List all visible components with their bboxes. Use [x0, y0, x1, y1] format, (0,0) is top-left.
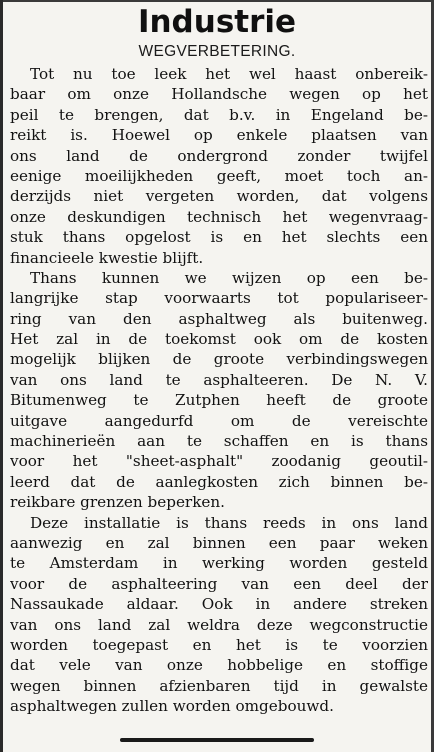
text-line: reikt is. Hoewel op enkele plaatsen van [10, 126, 428, 145]
text-line: leerd dat de aanlegkosten zich binnen be- [10, 472, 428, 491]
text-line: Bitumenweg te Zutphen heeft de groote [10, 391, 428, 410]
text-line: mogelijk blijken de groote verbindingswegen [10, 350, 428, 369]
text-line: financieele kwestie blijft. [10, 248, 204, 267]
text-line: aanwezig en zal binnen een paar weken [10, 533, 428, 552]
text-line: te Amsterdam in werking worden gesteld [10, 554, 428, 573]
text-line: Nassaukade aldaar. Ook in andere streken [10, 595, 428, 614]
text-line: dat vele van onze hobbelige en stoffige [10, 656, 428, 675]
text-line: van ons land te asphalteeren. De N. V. [10, 370, 428, 389]
text-line: asphaltwegen zullen worden omgebouwd. [10, 697, 334, 716]
text-line: ons land de ondergrond zonder twijfel [10, 146, 428, 165]
text-line: ring van den asphaltweg als buitenweg. [10, 309, 428, 328]
text-line: eenige moeilijkheden geeft, moet toch an- [10, 166, 428, 185]
text-line: voor de asphalteering van een deel der [10, 574, 428, 593]
clipping-left-border [0, 0, 3, 752]
paragraph-1 [10, 64, 428, 268]
text-line: baar om onze Hollandsche wegen op het [10, 85, 428, 104]
text-line: van ons land zal weldra deze wegconstructie [10, 615, 428, 634]
text-line: voor het "sheet-asphalt" zoodanig geoutil- [10, 452, 428, 471]
text-line: machinerieën aan te schaffen en is thans [10, 432, 428, 451]
section-heading: Industrie [137, 4, 297, 40]
paragraph-2 [10, 268, 428, 513]
text-line: uitgave aangedurfd om de vereischte [10, 411, 428, 430]
text-line: Thans kunnen we wijzen op een be- [30, 268, 428, 287]
text-line: Het zal in de toekomst ook om de kosten [10, 330, 428, 349]
text-line: reikbare grenzen beperken. [10, 493, 225, 512]
text-line: stuk thans opgelost is en het slechts een [10, 228, 428, 247]
text-line: onze deskundigen technisch het wegenvraag- [10, 207, 428, 226]
paragraph-3 [10, 513, 428, 717]
text-line: wegen binnen afzienbaren tijd in gewalste [10, 676, 428, 695]
article-body [10, 64, 428, 717]
end-of-article-rule [120, 738, 314, 742]
article-title: WEGVERBETERING. [138, 43, 296, 60]
text-line: Tot nu toe leek het wel haast onbereik- [30, 65, 428, 83]
text-line: derzijds niet vergeten worden, dat volgens [10, 187, 428, 206]
text-line: langrijke stap voorwaarts tot populariseer- [10, 289, 428, 308]
text-line: peil te brengen, dat b.v. in Engeland be- [10, 105, 428, 124]
text-line: Deze installatie is thans reeds in ons land [30, 513, 428, 532]
text-line: worden toegepast en het is te voorzien [10, 635, 428, 654]
